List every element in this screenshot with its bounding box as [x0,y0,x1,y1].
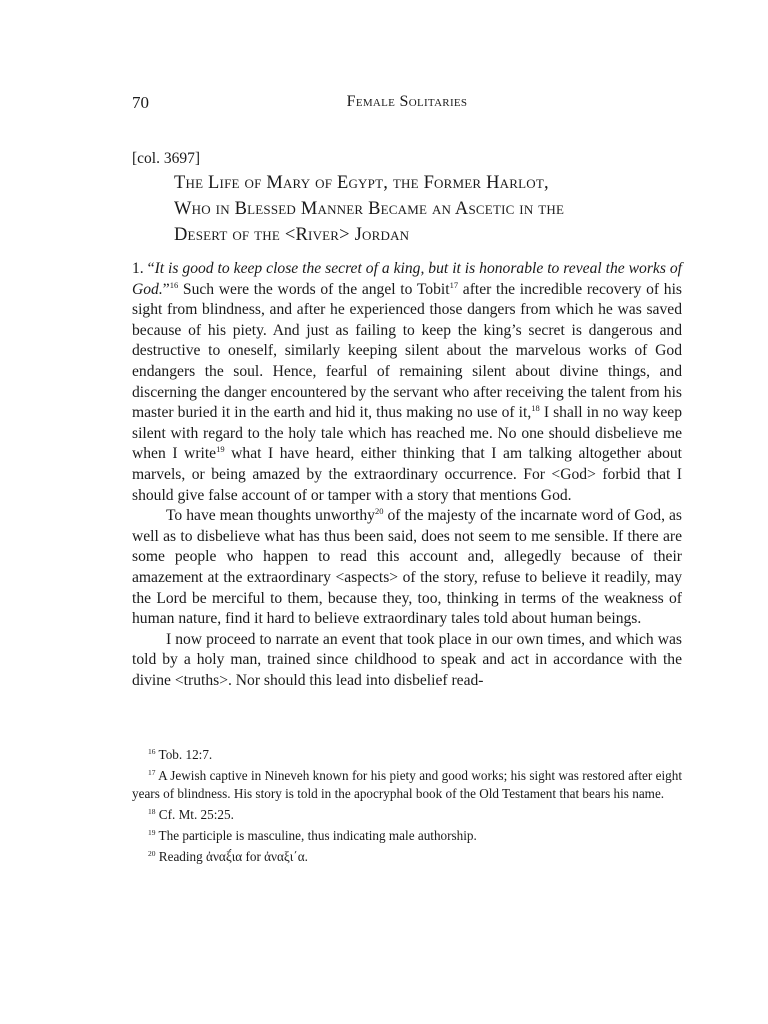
body-text [132,259,682,691]
text-segment: after the incredible recovery of his sight from blindness, and after he experienced those dangers from which he was saved because of his piety. And just as failing to keep the king’s secret is dangerous and destructive to oneself, similarly keeping silent about the marvelous works of God endangers the soul. Hence, fearful of remaining silent about divine things, and discerning the danger encountered by the servant who after receiving the talent from his master buried it in the earth and hid it, thus making no use of it, [132,280,682,422]
text-segment: To have mean thoughts unworthy [166,507,375,525]
footnote-text: Cf. Mt. 25:25. [155,807,234,822]
footnote-ref-18[interactable]: 18 [531,403,540,414]
footnote-text: A Jewish captive in Nineveh known for his piety and good works; his sight was restored after eight years of blindness. His story is told in the apocryphal book of the Old Testament that bears his name. [132,768,682,801]
text-segment: what I have heard, either thinking that I am talking altogether about marvels, or being amazed by the extraordinary occurrence. For <God> forbid that I should give false account of or tamper with a story that mentions God. [132,445,683,504]
footnote-16 [132,746,682,764]
paragraph-2 [132,506,682,630]
footnote-19 [132,827,682,845]
title-line-1: The Life of Mary of Egypt, the Former Harlot, [174,173,549,193]
footnote-number: 17 [148,768,156,777]
footnote-17 [132,767,682,803]
footnote-ref-16[interactable]: 16 [169,279,179,290]
paragraph-number: 1. “ [132,260,155,277]
footnote-ref-19[interactable]: 19 [216,444,225,455]
footnote-18 [132,806,682,824]
footnote-20 [132,848,682,866]
footnote-number: 18 [148,807,156,816]
page-number: 70 [132,93,149,112]
chapter-title [174,170,694,248]
footnote-text: Tob. 12:7. [155,747,213,762]
text-segment: of the majesty of the incarnate word of God, as well as to disbelieve what has thus been said, does not seem to me sensible. If there are some people who happen to read this account and, allegedly because of their amazement at the extraordinary <aspects> of the story, refuse to believe it readily, may the Lord be merciful to them, because they, too, thinking in terms of the weakness of human nature, find it hard to believe extraordinary tales told about human beings. [132,507,682,628]
footnote-number: 19 [148,828,156,837]
title-line-3: Desert of the <River> Jordan [174,225,410,245]
text-segment: I shall in no way keep silent with regard to the holy tale which has reached me. No one should disbelieve me when I write [132,404,682,463]
column-reference: [col. 3697] [132,150,201,167]
footnote-text: Reading ἀναξ́ια for ἀναξι΄α. [155,849,308,864]
title-line-2: Who in Blessed Manner Became an Ascetic in the [174,199,565,219]
paragraph-1 [132,259,682,506]
footnote-number: 16 [148,747,156,756]
text-segment: Such were the words of the angel to Tobit [178,280,450,298]
paragraph-3: I now proceed to narrate an event that took place in our own times, and which was told by a holy man, trained since childhood to speak and act in accordance with the divine <truths>. Nor should this lead into disbelief read- [132,630,682,689]
footnote-text: The participle is masculine, thus indicating male authorship. [155,828,477,843]
running-head: Female Solitaries [346,93,468,110]
footnote-ref-17[interactable]: 17 [449,279,459,290]
footnote-number: 20 [148,849,156,858]
footnotes [132,746,682,869]
quotation: It is good to keep close the secret of a king, but it is honorable to reveal the works of God. [132,260,682,298]
footnote-ref-20[interactable]: 20 [374,506,384,517]
page-header [132,93,682,117]
quote-close: ” [162,280,170,298]
